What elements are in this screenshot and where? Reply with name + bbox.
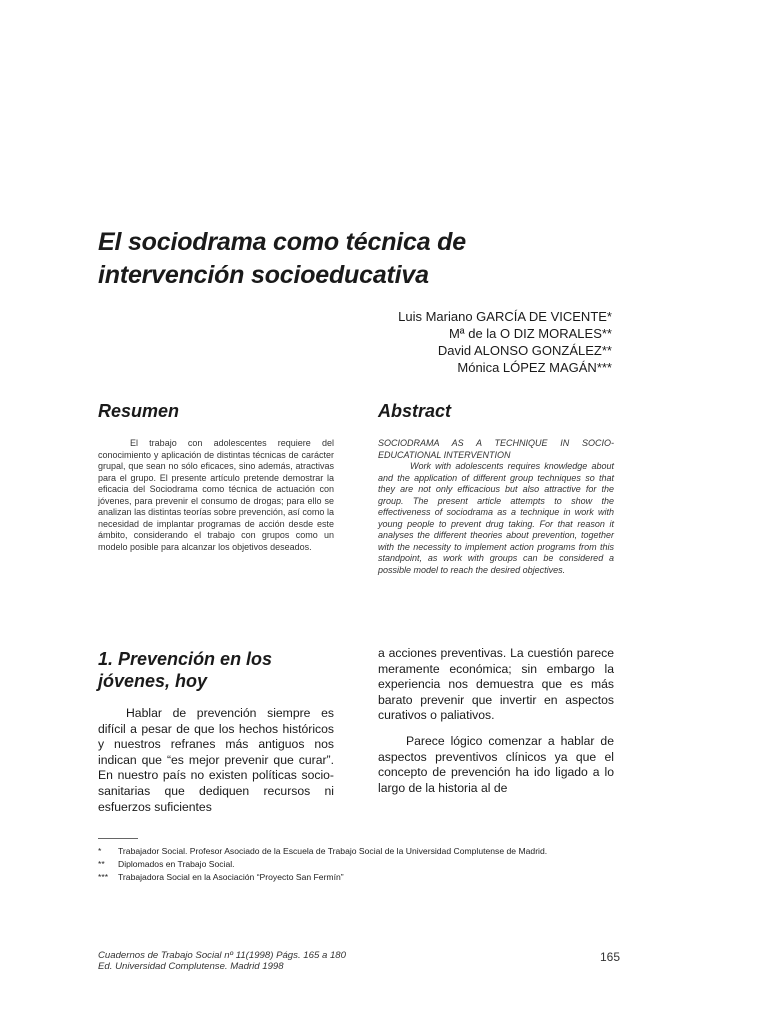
resumen-text [98, 438, 334, 553]
abstract-heading: Abstract [378, 401, 452, 421]
section-1-paragraph-1 [98, 706, 334, 815]
section-1-right [378, 646, 614, 796]
author-2: Mª de la O DIZ MORALES** [448, 326, 612, 341]
author-4: Mónica LÓPEZ MAGÁN*** [457, 360, 612, 375]
author-3: David ALONSO GONZÁLEZ** [437, 343, 612, 358]
section-1-paragraph-2: a acciones preventivas. La cuestión parece meramente económica; sin embargo la experiencia nos demuestra que es más barato prevenir que invertir en aspectos curativos o paliativos. [378, 646, 614, 723]
footnote-2-text: Diplomados en Trabajo Social. [118, 858, 235, 869]
footnote-2-mark: ** [98, 858, 105, 869]
abstract-subtitle: SOCIODRAMA AS A TECHNIQUE IN SOCIO-EDUCATIONAL INTERVENTION [378, 438, 614, 460]
section-1-paragraph-3 [378, 734, 614, 796]
footnote-3-text: Trabajadora Social en la Asociación “Proyecto San Fermín” [118, 871, 344, 882]
author-list [192, 308, 612, 376]
footnotes [98, 846, 628, 882]
abstract-text [378, 461, 614, 576]
abstract-section [378, 400, 614, 576]
footnote-3-mark: *** [98, 871, 109, 882]
abstract-text-content: Work with adolescents requires knowledge about and the application of different group techniques so that they are not only efficacious but also attractive for the group. The present article attempts to show the effectiveness of sociodrama as a technique in work with young people to prevent drug taking. For that reason it analyses the different theories about prevention, together with the necessity to implement action programs from this standpoint, as work with groups can be considered a possible model to reach the desired objectives. [378, 461, 614, 575]
journal-line-1: Cuadernos de Trabajo Social nº 11(1998) Págs. 165 a 180 [98, 950, 346, 961]
article-title [98, 226, 658, 292]
section-1-left [98, 648, 334, 815]
footnote-2 [98, 859, 628, 870]
footnote-1 [98, 846, 628, 857]
section-1-heading-line-2: jóvenes, hoy [98, 671, 208, 691]
footnote-1-text: Trabajador Social. Profesor Asociado de la Escuela de Trabajo Social de la Universidad Complutense de Madrid. [118, 846, 548, 856]
footnote-3 [98, 872, 628, 883]
section-1-heading [98, 648, 334, 692]
section-1-paragraph-3-content: Parece lógico comenzar a hablar de aspectos preventivos clínicos ya que el concepto de prevención ha ido ligado a lo largo de la historia al de [378, 733, 614, 795]
section-1-heading-line-1: 1. Prevención en los [98, 649, 273, 669]
journal-line-2: Ed. Universidad Complutense. Madrid 1998 [98, 961, 284, 972]
resumen-heading: Resumen [98, 401, 180, 421]
page-number: 165 [599, 950, 620, 964]
journal-citation [98, 950, 498, 972]
footnote-1-mark: * [98, 846, 102, 856]
resumen-section [98, 400, 334, 553]
resumen-text-content: El trabajo con adolescentes requiere del conocimiento y aplicación de distintas técnicas de carácter grupal, que sean no sólo eficaces, sino además, atractivas para el grupo. El presente artículo pretende demostrar la eficacia del Sociodrama como técnica de actuación con jóvenes, para prevenir el consumo de drogas; para ello se analizan las distintas teorías sobre prevención, así como la necesidad de implantar programas de acción desde este ámbito, considerando el trabajo con grupos como un modelo posible para alcanzar los objetivos deseados. [98, 438, 334, 552]
title-line-1: El sociodrama como técnica de [98, 228, 466, 256]
footnote-rule [98, 838, 138, 839]
author-1: Luis Mariano GARCÍA DE VICENTE* [398, 309, 612, 324]
section-1-paragraph-1-content: Hablar de prevención siempre es difícil a pesar de que los hechos históricos y nuestros refranes más antiguos nos indican que “es mejor prevenir que curar”. En nuestro país no existen políticas socio-sanitarias que dediquen recursos ni esfuerzos suficientes [98, 706, 334, 814]
title-line-2: intervención socioeducativa [98, 261, 429, 289]
